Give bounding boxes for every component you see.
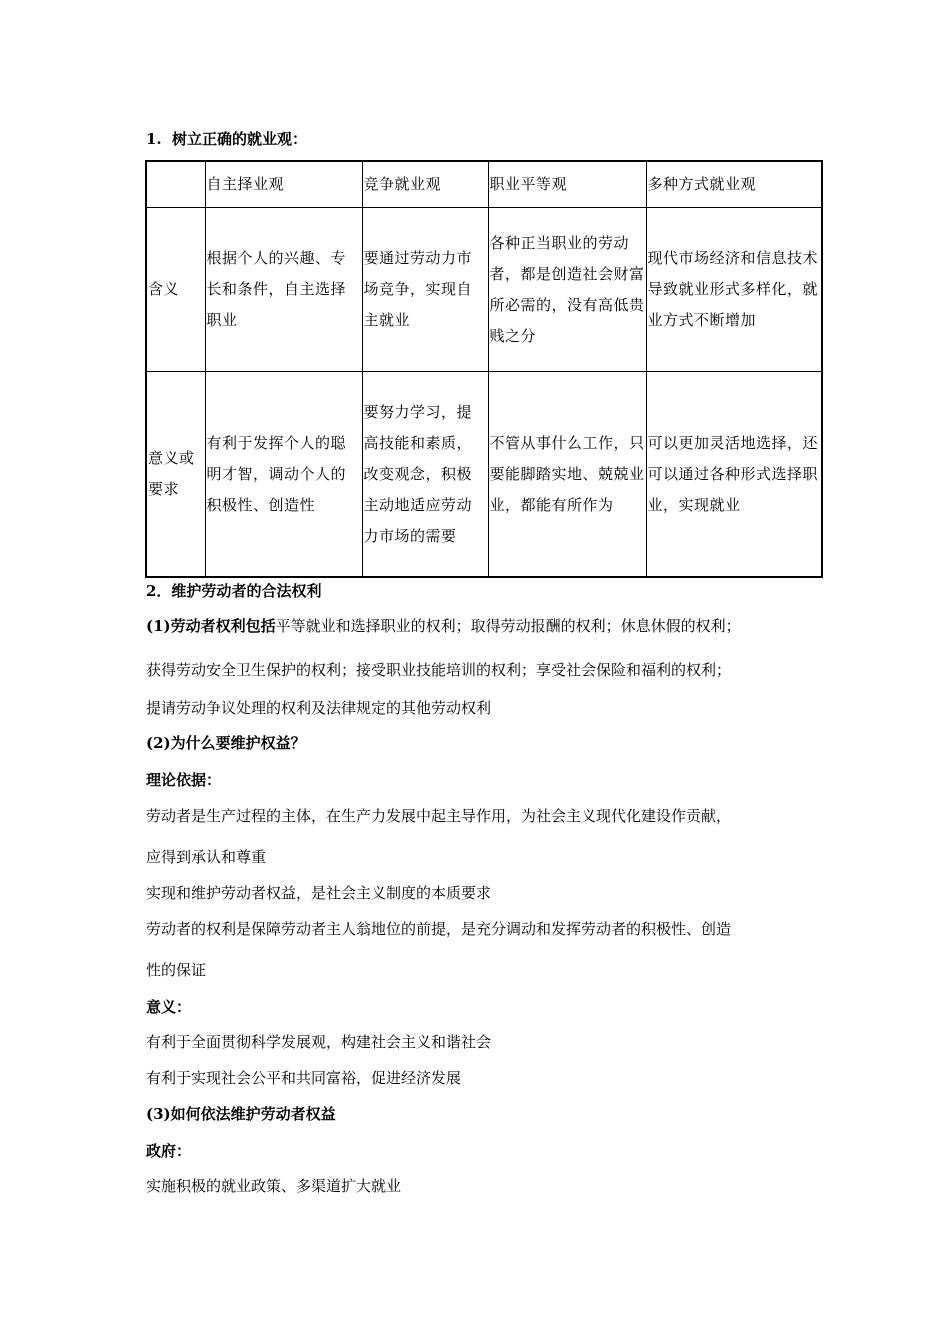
table-header-cell: 多种方式就业观 bbox=[646, 161, 822, 208]
meaning-line: 有利于全面贯彻科学发展观，构建社会主义和谐社会 bbox=[146, 1033, 492, 1051]
theory-line: 性的保证 bbox=[146, 961, 207, 979]
why-protect-heading: (2)为什么要维护权益？ bbox=[146, 734, 306, 752]
table-cell: 各种正当职业的劳动者，都是创造社会财富所必需的，没有高低贵贱之分 bbox=[488, 208, 646, 372]
table-cell: 要通过劳动力市场竞争，实现自主就业 bbox=[362, 208, 488, 372]
government-label: 政府： bbox=[146, 1142, 192, 1160]
table-header-cell: 职业平等观 bbox=[488, 161, 646, 208]
rights-text: 平等就业和选择职业的权利；取得劳动报酬的权利；休息休假的权利； bbox=[275, 617, 741, 635]
table-row bbox=[146, 208, 822, 372]
rights-label: (1)劳动者权利包括 bbox=[146, 617, 276, 635]
table-row bbox=[146, 372, 822, 578]
theory-line: 劳动者的权利是保障劳动者主人翁地位的前提，是充分调动和发挥劳动者的积极性、创造 bbox=[146, 920, 732, 938]
rights-paragraph-line: 提请劳动争议处理的权利及法律规定的其他劳动权利 bbox=[146, 699, 492, 717]
table-cell: 现代市场经济和信息技术导致就业形式多样化，就业方式不断增加 bbox=[646, 208, 822, 372]
meaning-line: 有利于实现社会公平和共同富裕，促进经济发展 bbox=[146, 1069, 462, 1087]
table-cell: 有利于发挥个人的聪明才智，调动个人的积极性、创造性 bbox=[205, 372, 362, 578]
row-label: 意义或要求 bbox=[146, 372, 205, 578]
table-cell: 要努力学习，提高技能和素质，改变观念，积极主动地适应劳动力市场的需要 bbox=[362, 372, 488, 578]
table-header-cell: 竞争就业观 bbox=[362, 161, 488, 208]
how-protect-heading: (3)如何依法维护劳动者权益 bbox=[146, 1105, 336, 1123]
table-cell: 可以更加灵活地选择，还可以通过各种形式选择职业，实现就业 bbox=[646, 372, 822, 578]
theory-line: 实现和维护劳动者权益，是社会主义制度的本质要求 bbox=[146, 884, 492, 902]
theory-line: 应得到承认和尊重 bbox=[146, 848, 267, 866]
rights-paragraph-line bbox=[146, 615, 741, 636]
employment-views-table bbox=[145, 160, 823, 578]
row-label: 含义 bbox=[146, 208, 205, 372]
meaning-label: 意义： bbox=[146, 998, 192, 1016]
theory-label: 理论依据： bbox=[146, 771, 222, 789]
section-2-heading: 2．维护劳动者的合法权利 bbox=[146, 582, 322, 600]
section-1-title: 树立正确的就业观： bbox=[172, 130, 308, 148]
table-header-row bbox=[146, 161, 822, 208]
section-1-number: 1. bbox=[146, 130, 162, 148]
table-cell: 根据个人的兴趣、专长和条件，自主选择职业 bbox=[205, 208, 362, 372]
government-line: 实施积极的就业政策、多渠道扩大就业 bbox=[146, 1177, 402, 1195]
table-header-cell: 自主择业观 bbox=[205, 161, 362, 208]
table-header-cell bbox=[146, 161, 205, 208]
theory-line: 劳动者是生产过程的主体，在生产力发展中起主导作用，为社会主义现代化建设作贡献， bbox=[146, 807, 732, 825]
table-cell: 不管从事什么工作，只要能脚踏实地、兢兢业业，都能有所作为 bbox=[488, 372, 646, 578]
section-1-heading bbox=[146, 128, 307, 149]
rights-paragraph-line: 获得劳动安全卫生保护的权利；接受职业技能培训的权利；享受社会保险和福利的权利； bbox=[146, 661, 732, 679]
